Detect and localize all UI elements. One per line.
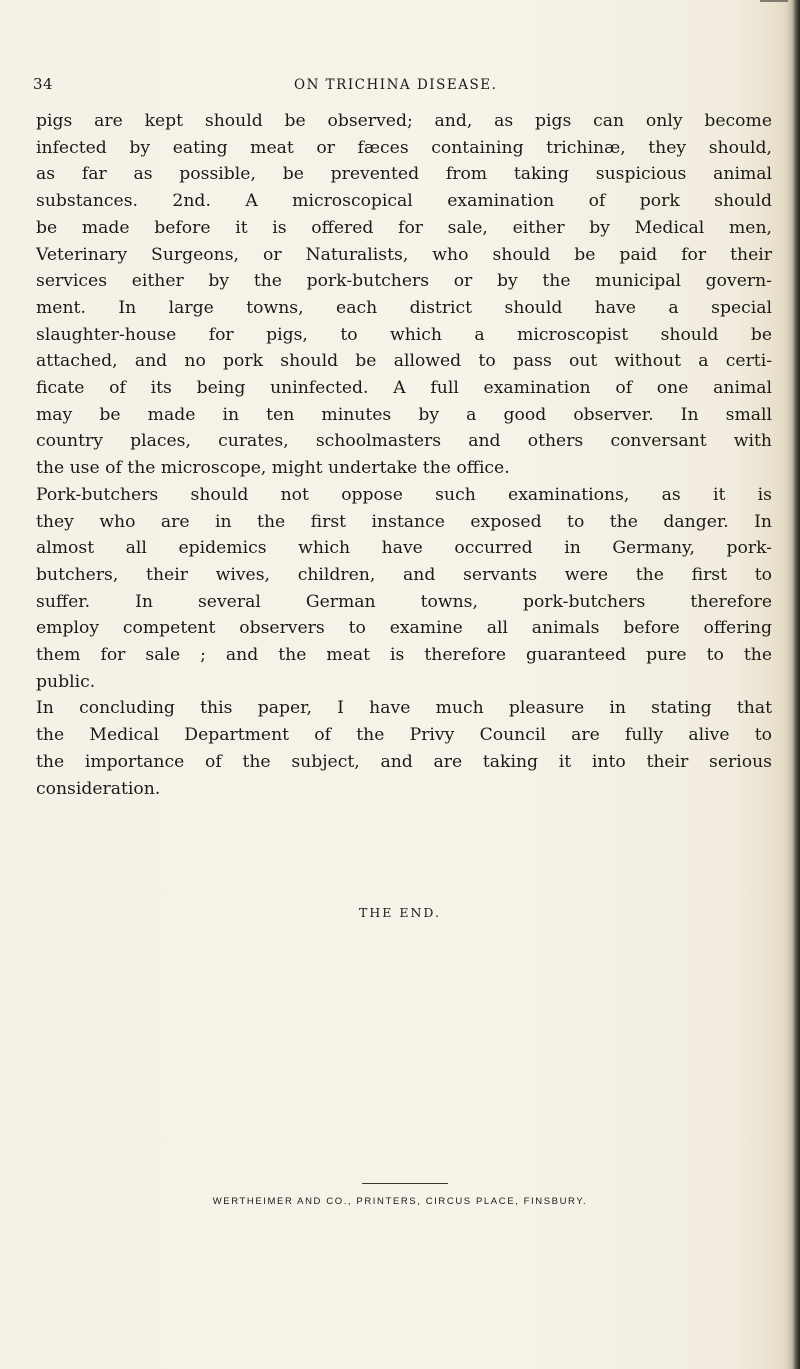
- text-line: suffer. In several German towns, pork-butchers therefore: [36, 591, 772, 612]
- text-line: In concluding this paper, I have much pleasure in stating that: [36, 698, 772, 719]
- text-line: employ competent observers to examine all animals before offering: [36, 618, 772, 639]
- text-line: consideration.: [36, 778, 161, 799]
- text-line: butchers, their wives, children, and servants were the first to: [36, 564, 772, 585]
- end-marker: THE END.: [359, 905, 441, 920]
- text-line: attached, and no pork should be allowed to pass out without a certi-: [36, 351, 772, 372]
- imprint-rule: [362, 1183, 448, 1184]
- text-line: the Medical Department of the Privy Council are fully alive to: [36, 725, 772, 746]
- text-line: be made before it is offered for sale, either by Medical men,: [36, 217, 772, 238]
- text-line: the importance of the subject, and are taking it into their serious: [36, 751, 772, 772]
- text-line: almost all epidemics which have occurred in Germany, pork-: [36, 538, 772, 559]
- text-line: Veterinary Surgeons, or Naturalists, who should be paid for their: [36, 244, 772, 265]
- body-text: [36, 108, 772, 802]
- text-line: ment. In large towns, each district should have a special: [36, 297, 772, 318]
- text-line: substances. 2nd. A microscopical examination of pork should: [36, 191, 772, 212]
- page-number: 34: [33, 75, 54, 93]
- text-line: may be made in ten minutes by a good observer. In small: [36, 404, 772, 425]
- running-title: ON TRICHINA DISEASE.: [294, 77, 498, 93]
- text-line: public.: [36, 671, 96, 692]
- text-line: services either by the pork-butchers or by the municipal govern-: [36, 271, 772, 292]
- text-line: Pork-butchers should not oppose such examinations, as it is: [36, 484, 772, 505]
- text-line: ficate of its being uninfected. A full examination of one animal: [36, 378, 772, 399]
- printer-imprint: WERTHEIMER AND CO., PRINTERS, CIRCUS PLACE, FINSBURY.: [212, 1196, 588, 1207]
- text-line: pigs are kept should be observed; and, as pigs can only become: [36, 111, 772, 131]
- text-line: as far as possible, be prevented from taking suspicious animal: [36, 164, 772, 185]
- text-line: infected by eating meat or fæces containing trichinæ, they should,: [36, 137, 772, 158]
- top-edge-mark: [760, 0, 788, 2]
- text-line: they who are in the first instance exposed to the danger. In: [36, 511, 772, 532]
- text-line: them for sale ; and the meat is therefore guaranteed pure to the: [36, 645, 772, 666]
- text-line: slaughter-house for pigs, to which a microscopist should be: [36, 324, 772, 345]
- text-line: the use of the microscope, might undertake the office.: [36, 458, 510, 479]
- page-binding-shadow: [786, 0, 800, 1369]
- text-line: country places, curates, schoolmasters and others conversant with: [36, 431, 772, 452]
